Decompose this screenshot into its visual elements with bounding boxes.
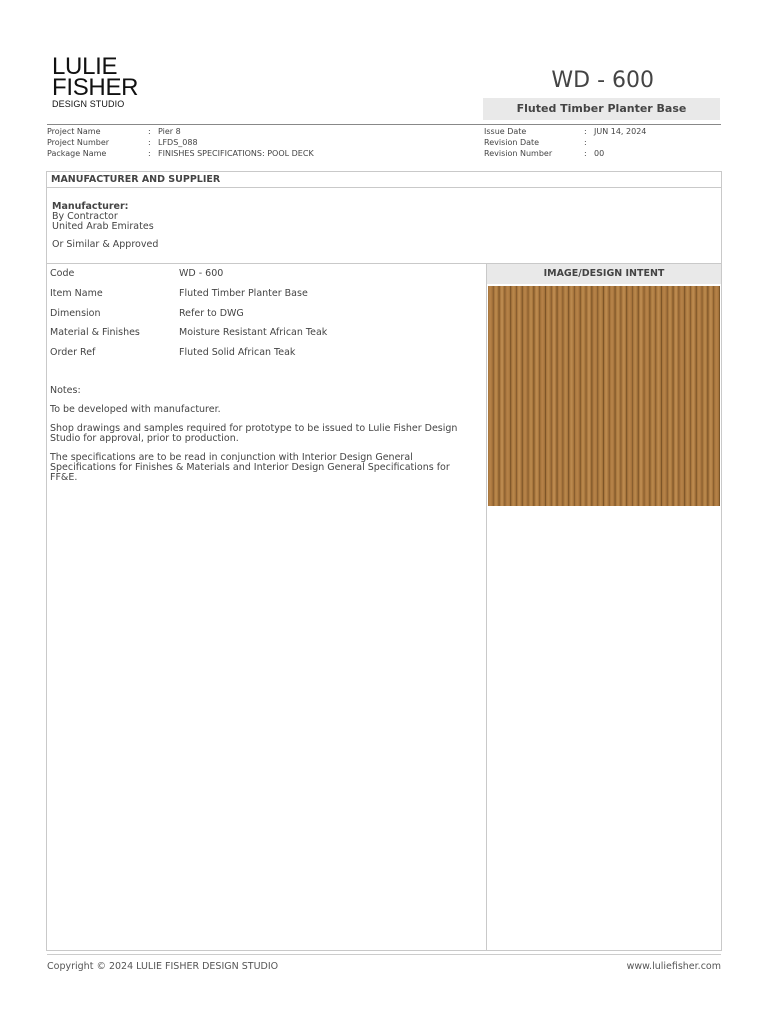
flute-groove (678, 286, 679, 506)
logo-line-3: DESIGN STUDIO (52, 99, 125, 109)
logo-line-1: LULIE (52, 53, 118, 80)
section-heading: MANUFACTURER AND SUPPLIER (47, 172, 721, 188)
flute-highlight (565, 286, 567, 506)
header-divider (47, 124, 721, 125)
flute-highlight (710, 286, 712, 506)
spec-value: Refer to DWG (179, 307, 244, 319)
flute-highlight (501, 286, 503, 506)
meta-row-revision-number (484, 148, 646, 159)
spec-table (50, 268, 327, 367)
flute-highlight (489, 286, 491, 506)
flute-groove (702, 286, 703, 506)
flute-groove (696, 286, 697, 506)
flute-groove (673, 286, 674, 506)
spec-row-material (50, 327, 327, 347)
meta-separator: : (584, 138, 587, 147)
spec-label: Item Name (50, 287, 103, 299)
flute-groove (609, 286, 610, 506)
flute-highlight (524, 286, 526, 506)
meta-label: Revision Date (484, 138, 540, 147)
spec-value: Moisture Resistant African Teak (179, 327, 328, 339)
flute-highlight (553, 286, 555, 506)
flute-highlight (657, 286, 659, 506)
column-divider (486, 264, 487, 950)
fluted-timber-texture (488, 286, 720, 506)
spec-label: Material & Finishes (50, 327, 140, 339)
flute-groove (626, 286, 627, 506)
flute-groove (562, 286, 563, 506)
flute-highlight (541, 286, 543, 506)
flute-groove (620, 286, 621, 506)
flute-highlight (611, 286, 613, 506)
note-item: The specifications are to be read in conjunction with Interior Design General Specifications for Finishes & Materials and Interior Design General Specifications for FF&E. (50, 452, 450, 483)
flute-highlight (646, 286, 648, 506)
flute-highlight (570, 286, 572, 506)
spec-value: Fluted Solid African Teak (179, 347, 296, 359)
footer-divider (47, 954, 721, 955)
flute-highlight (588, 286, 590, 506)
flute-highlight (599, 286, 601, 506)
spec-value: WD - 600 (179, 268, 224, 279)
flute-groove (707, 286, 708, 506)
meta-row-issue-date (484, 126, 646, 137)
logo-line-2: FISHER (52, 74, 139, 101)
flute-groove (649, 286, 650, 506)
flute-highlight (495, 286, 497, 506)
flute-groove (667, 286, 668, 506)
meta-value: Pier 8 (158, 127, 181, 136)
meta-label: Package Name (47, 149, 107, 158)
document-code: WD - 600 (551, 68, 654, 93)
spec-row-order-ref (50, 347, 327, 367)
flute-groove (615, 286, 616, 506)
document-title: Fluted Timber Planter Base (483, 98, 720, 120)
meta-row-project-number (47, 137, 314, 148)
flute-highlight (704, 286, 706, 506)
meta-value: 00 (594, 149, 605, 158)
flute-groove (586, 286, 587, 506)
flute-groove (655, 286, 656, 506)
flute-groove (499, 286, 500, 506)
flute-groove (568, 286, 569, 506)
flute-highlight (576, 286, 578, 506)
issue-meta (484, 126, 646, 159)
meta-separator: : (148, 149, 151, 158)
spec-row-dimension (50, 308, 327, 328)
meta-label: Issue Date (484, 127, 527, 136)
flute-groove (574, 286, 575, 506)
flute-groove (684, 286, 685, 506)
meta-row-project-name (47, 126, 314, 137)
flute-groove (539, 286, 540, 506)
meta-row-package-name (47, 148, 314, 159)
flute-highlight (518, 286, 520, 506)
flute-groove (510, 286, 511, 506)
flute-highlight (634, 286, 636, 506)
flute-highlight (698, 286, 700, 506)
flute-highlight (628, 286, 630, 506)
flute-groove (516, 286, 517, 506)
project-meta (47, 126, 314, 159)
flute-highlight (617, 286, 619, 506)
flute-highlight (559, 286, 561, 506)
meta-value: JUN 14, 2024 (594, 127, 647, 136)
footer-website[interactable]: www.luliefisher.com (626, 961, 721, 972)
flute-groove (528, 286, 529, 506)
flute-highlight (582, 286, 584, 506)
meta-separator: : (584, 127, 587, 136)
meta-separator: : (148, 138, 151, 147)
flute-groove (551, 286, 552, 506)
meta-separator: : (148, 127, 151, 136)
flute-groove (713, 286, 714, 506)
flute-groove (557, 286, 558, 506)
meta-label: Project Number (47, 138, 110, 147)
spec-label: Code (50, 268, 75, 279)
manufacturer-similar: Or Similar & Approved (52, 239, 159, 250)
flute-highlight (623, 286, 625, 506)
flute-highlight (675, 286, 677, 506)
flute-highlight (681, 286, 683, 506)
notes-block (50, 386, 480, 492)
flute-groove (504, 286, 505, 506)
meta-row-revision-date (484, 137, 646, 148)
meta-value: LFDS_088 (158, 138, 198, 147)
manufacturer-block (52, 202, 158, 250)
spec-row-code (50, 268, 327, 288)
manufacturer-country: United Arab Emirates (52, 221, 154, 232)
studio-logo (52, 53, 139, 110)
spec-value: Fluted Timber Planter Base (179, 287, 308, 299)
spec-row-item-name (50, 288, 327, 308)
spec-label: Order Ref (50, 347, 96, 359)
flute-groove (638, 286, 639, 506)
flute-groove (533, 286, 534, 506)
notes-heading: Notes: (50, 385, 81, 396)
spec-sheet-frame (46, 171, 722, 951)
flute-groove (644, 286, 645, 506)
flute-groove (632, 286, 633, 506)
flute-highlight (640, 286, 642, 506)
image-panel-heading: IMAGE/DESIGN INTENT (487, 264, 721, 284)
flute-highlight (512, 286, 514, 506)
flute-groove (580, 286, 581, 506)
flute-groove (545, 286, 546, 506)
flute-highlight (652, 286, 654, 506)
flute-highlight (536, 286, 538, 506)
flute-highlight (715, 286, 717, 506)
flute-highlight (663, 286, 665, 506)
flute-groove (661, 286, 662, 506)
manufacturer-title: Manufacturer: (52, 201, 129, 212)
meta-label: Revision Number (484, 149, 553, 158)
note-item: To be developed with manufacturer. (50, 404, 221, 415)
flute-highlight (692, 286, 694, 506)
flute-highlight (686, 286, 688, 506)
flute-highlight (605, 286, 607, 506)
flute-highlight (594, 286, 596, 506)
fluted-timber-image (488, 286, 720, 506)
flute-highlight (669, 286, 671, 506)
meta-value: FINISHES SPECIFICATIONS: POOL DECK (158, 149, 314, 158)
meta-label: Project Name (47, 127, 101, 136)
flute-highlight (507, 286, 509, 506)
flute-highlight (547, 286, 549, 506)
flute-groove (493, 286, 494, 506)
flute-groove (597, 286, 598, 506)
flute-groove (603, 286, 604, 506)
meta-separator: : (584, 149, 587, 158)
spec-label: Dimension (50, 307, 101, 319)
flute-groove (719, 286, 720, 506)
note-item: Shop drawings and samples required for prototype to be issued to Lulie Fisher Design Studio for approval, prior to production. (50, 423, 458, 444)
flute-highlight (530, 286, 532, 506)
flute-groove (522, 286, 523, 506)
footer-copyright: Copyright © 2024 LULIE FISHER DESIGN STUDIO (47, 961, 279, 972)
flute-groove (591, 286, 592, 506)
manufacturer-name: By Contractor (52, 211, 118, 222)
flute-groove (690, 286, 691, 506)
